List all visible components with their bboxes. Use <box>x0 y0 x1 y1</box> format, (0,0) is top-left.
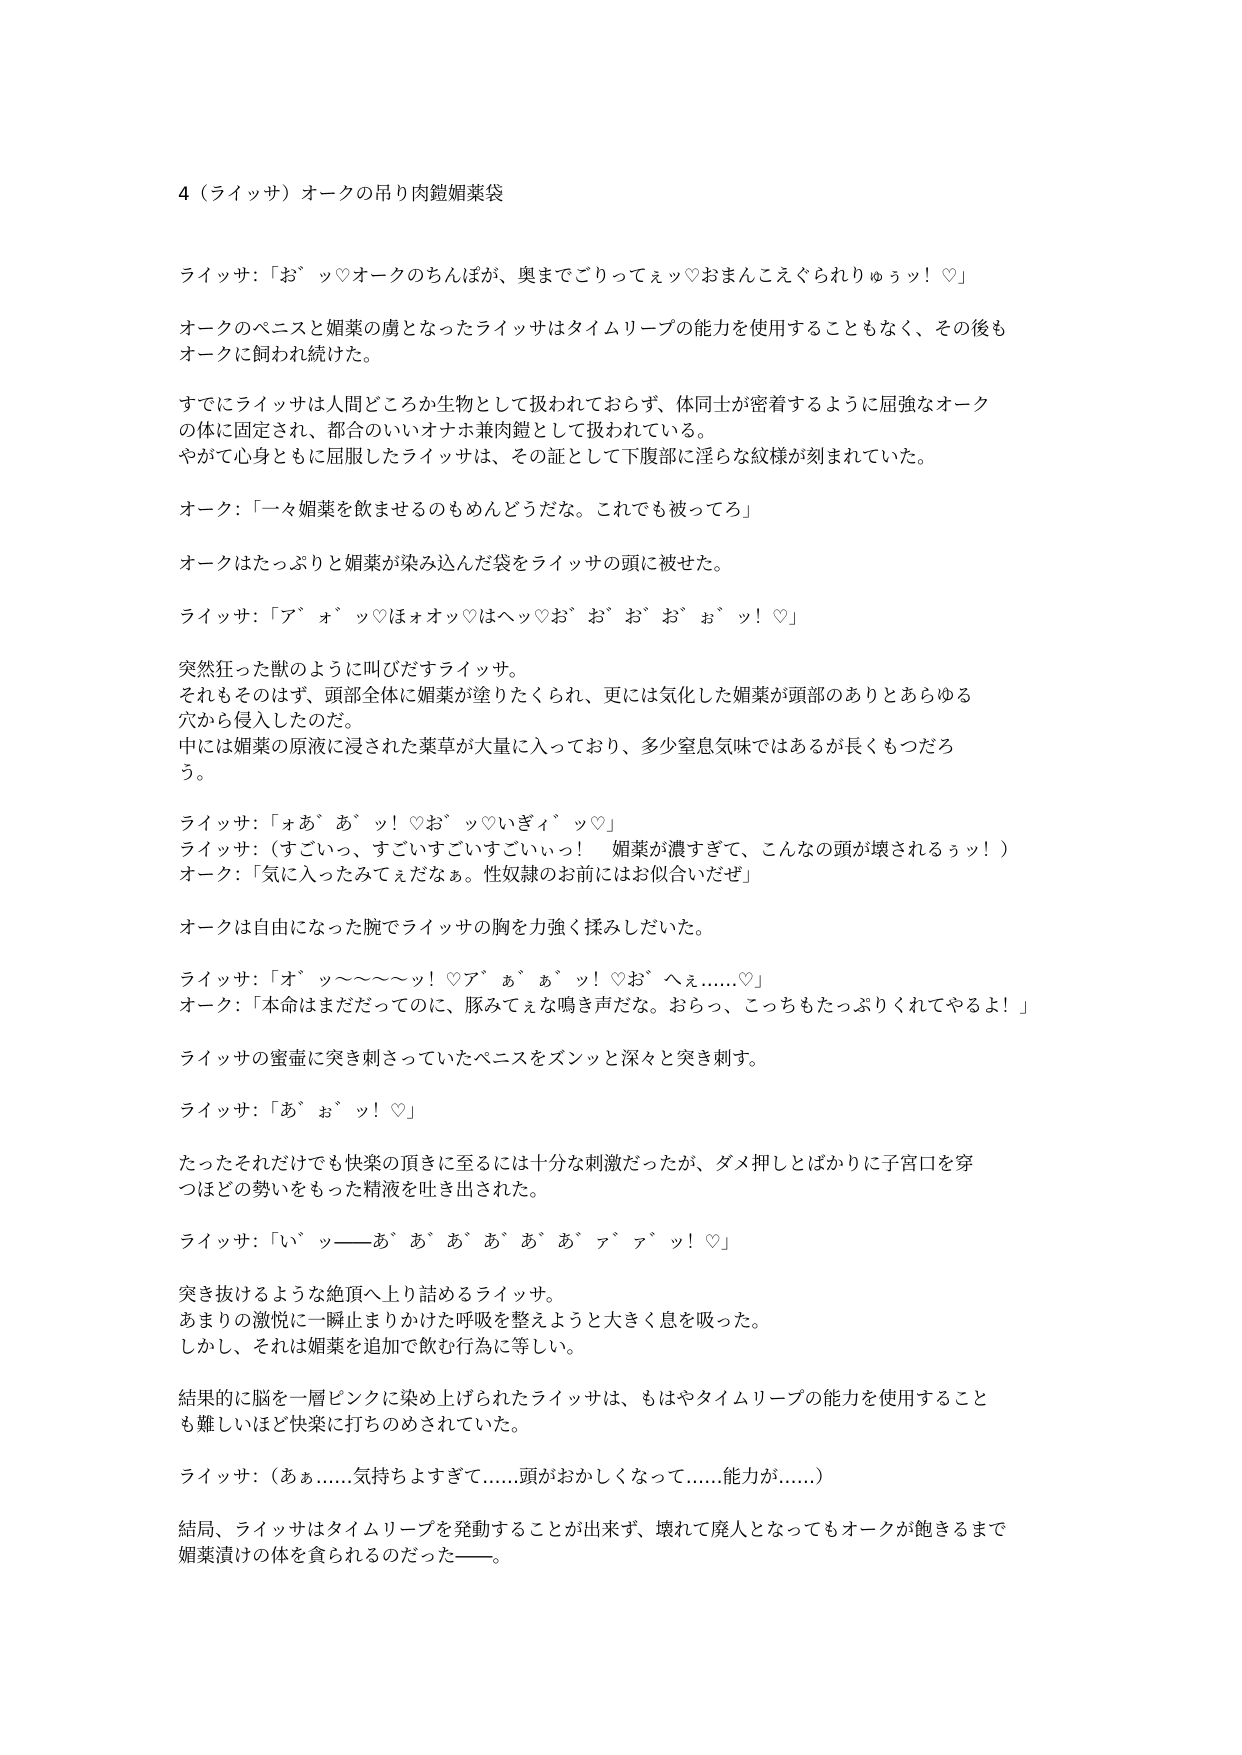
narration-line: ライッサの蜜壷に突き刺さっていたペニスをズンッと深々と突き刺す。 <box>178 1049 768 1070</box>
dialogue-line: ライッサ：「オ゛ッ～～～～ッ！♡ア゛ぁ゛ぁ゛ッ！♡お゛へぇ……♡」 <box>178 970 773 991</box>
dialogue-line: ライッサ：「い゛ッ――あ゛あ゛あ゛あ゛あ゛あ゛ァ゛ァ゛ッ！♡」 <box>178 1232 740 1253</box>
narration-line: オークはたっぷりと媚薬が染み込んだ袋をライッサの頭に被せた。 <box>178 554 733 575</box>
narration-line: オークに飼われ続けた。 <box>178 345 382 366</box>
narration-line: も難しいほど快楽に打ちのめされていた。 <box>178 1415 530 1436</box>
narration-line: オークのペニスと媚薬の虜となったライッサはタイムリープの能力を使用することもなく、その後も <box>178 319 1008 340</box>
narration-line: たったそれだけでも快楽の頂きに至るには十分な刺激だったが、ダメ押しとばかりに子宮口を穿 <box>178 1154 974 1175</box>
narration-line: 媚薬漬けの体を貪られるのだった――。 <box>178 1546 512 1567</box>
dialogue-line: ライッサ：「お゛ッ♡オークのちんぽが、奥までごりってぇッ♡おまんこえぐられりゅぅッ！♡」 <box>178 266 977 287</box>
narration-line: あまりの激悦に一瞬止まりかけた呼吸を整えようと大きく息を吸った。 <box>178 1311 771 1332</box>
narration-line: 結局、ライッサはタイムリープを発動することが出来ず、壊れて廃人となってもオークが飽きるまで <box>178 1520 1007 1541</box>
narration-line: オークは自由になった腕でライッサの胸を力強く揉みしだいた。 <box>178 918 714 939</box>
narration-line: 穴から侵入したのだ。 <box>178 711 364 732</box>
section-heading: 4（ライッサ）オークの吊り肉鎧媚薬袋 <box>178 184 504 205</box>
dialogue-line: オーク：「本命はまだだってのに、豚みてぇな鳴き声だな。おらっ、こっちもたっぷりくれてやるよ！」 <box>178 996 1038 1017</box>
narration-line: う。 <box>178 763 216 784</box>
narration-line: 突き抜けるような絶頂へ上り詰めるライッサ。 <box>178 1285 565 1306</box>
dialogue-line: ライッサ：（すごいっ、すごいすごいすごいぃっ！ 媚薬が濃すぎて、こんなの頭が壊されるぅッ！） <box>178 840 1019 861</box>
narration-line: すでにライッサは人間どころか生物として扱われておらず、体同士が密着するように屈強なオーク <box>178 395 991 416</box>
dialogue-line: オーク：「一々媚薬を飲ませるのもめんどうだな。これでも被ってろ」 <box>178 500 761 521</box>
dialogue-line: ライッサ：「ア゛ォ゛ッ♡ほォオッ♡はヘッ♡お゛お゛お゛お゛ぉ゛ッ！♡」 <box>178 607 808 628</box>
narration-line: の体に固定され、都合のいいオナホ兼肉鎧として扱われている。 <box>178 421 716 442</box>
narration-line: 突然狂った獣のように叫びだすライッサ。 <box>178 660 528 681</box>
narration-line: つほどの勢いをもった精液を吐き出された。 <box>178 1180 549 1201</box>
narration-line: それもそのはず、頭部全体に媚薬が塗りたくられ、更には気化した媚薬が頭部のありとあらゆる <box>178 686 974 707</box>
narration-line: 結果的に脳を一層ピンクに染め上げられたライッサは、もはやタイムリープの能力を使用すること <box>178 1389 990 1410</box>
dialogue-line: ライッサ：「あ゛ぉ゛ッ！♡」 <box>178 1101 425 1122</box>
narration-line: やがて心身ともに屈服したライッサは、その証として下腹部に淫らな紋様が刻まれていた。 <box>178 447 936 468</box>
narration-line: しかし、それは媚薬を追加で飲む行為に等しい。 <box>178 1337 586 1358</box>
dialogue-line: ライッサ：「ォあ゛あ゛ッ！♡お゛ッ♡いぎィ゛ッ♡」 <box>178 814 625 835</box>
dialogue-line: ライッサ：（あぁ……気持ちよすぎて……頭がおかしくなって……能力が……） <box>178 1467 834 1488</box>
dialogue-line: オーク：「気に入ったみてぇだなぁ。性奴隷のお前にはお似合いだぜ」 <box>178 865 761 886</box>
narration-line: 中には媚薬の原液に浸された薬草が大量に入っており、多少窒息気味ではあるが長くもつだろ <box>178 737 956 758</box>
